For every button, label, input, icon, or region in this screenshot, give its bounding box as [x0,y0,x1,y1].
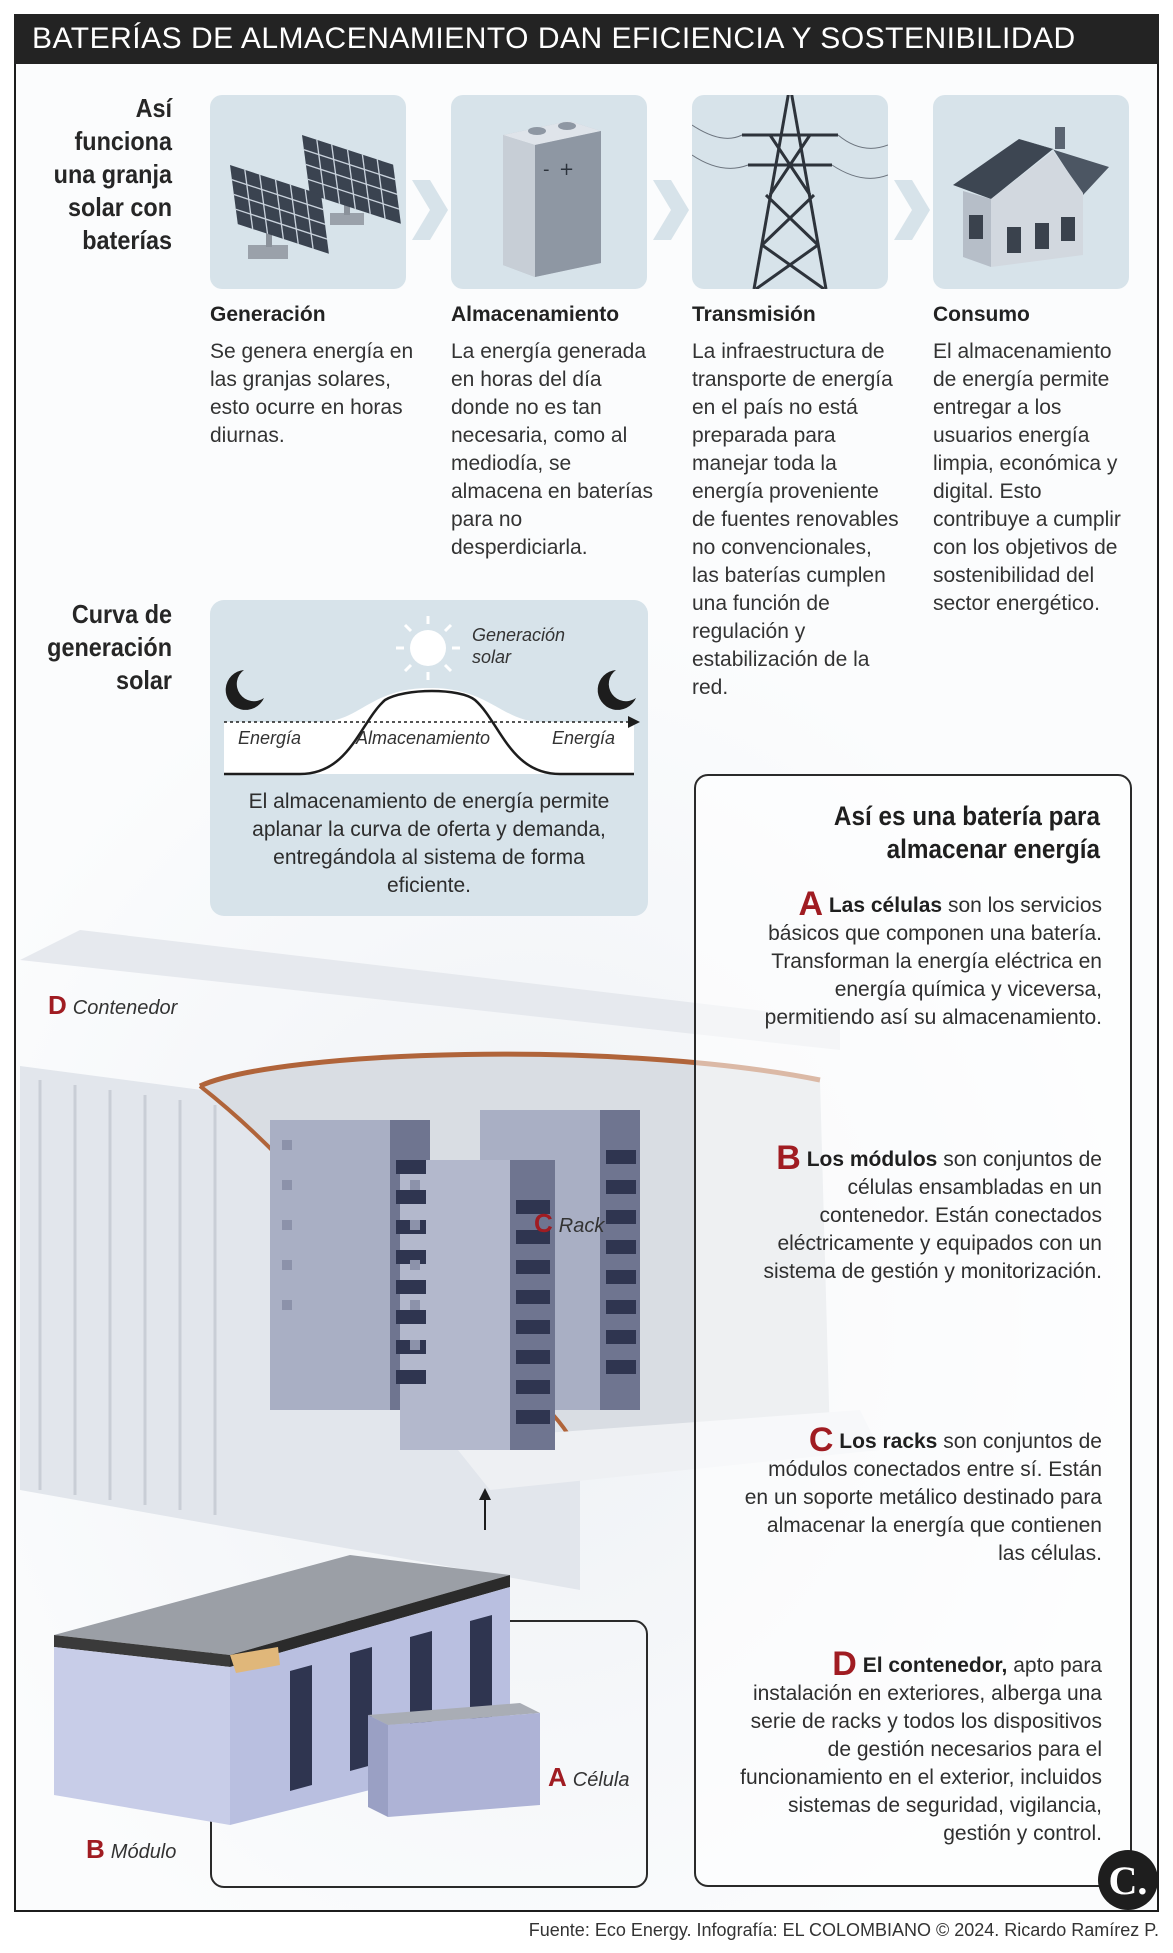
rack-tag [534,1208,604,1239]
definition-text: apto para instalación en exteriores, alberga una serie de racks y todos los dispositivos de gestión necesarios para el funcionamiento en el exterior, incluidos sistemas de seguridad, vigilancia, gestión y control. [740,1654,1102,1845]
arrow-right-icon [894,180,930,240]
step-title: Almacenamiento [451,303,620,326]
svg-text:-: - [543,159,550,180]
sun-icon [396,616,460,680]
moon-icon [226,670,264,710]
definition-text: son conjuntos de células ensambladas en un contenedor. Están conectados eléctricamente y equipados con un sistema de gestión y monitorización. [763,1148,1102,1283]
step-title: Generación [210,303,326,326]
cell-tag-letter: A [548,1762,567,1792]
curve-note: El almacenamiento de energía permite aplanar la curva de oferta y demanda, entregándola al sistema de forma eficiente. [248,790,610,897]
page-title: BATERÍAS DE ALMACENAMIENTO DAN EFICIENCIA Y SOSTENIBILIDAD [14,14,1159,64]
module-tag [86,1834,176,1865]
module-illustration [50,1525,540,1855]
step-title: Transmisión [692,303,816,326]
arrow-right-icon [653,180,689,240]
transmission-tower-icon [692,95,888,289]
definition-letter: A [798,885,824,923]
container-tag-label: Contenedor [72,997,178,1019]
curve-title: Curva de generación solar [47,599,172,695]
step-description: La energía generada en horas del día donde no es tan necesaria, como al mediodía, se almacena en baterías para no desperdiciarla. [451,340,653,559]
container-tag-letter: D [48,990,67,1020]
definition-cells [740,885,1102,1032]
step-description: La infraestructura de transporte de energía en el país no está preparada para manejar toda la energía proveniente de fuentes renovables no convencionales, las baterías cumplen una función de regulación y estabilización de la red. [692,340,899,699]
battery-heading: Así es una batería para almacenar energía [833,801,1100,864]
definition-letter: D [832,1645,857,1683]
step-title: Consumo [933,303,1030,326]
definition-term: Las células [828,894,943,917]
sun-label: Generación solar [472,625,566,667]
module-tag-letter: B [86,1834,105,1864]
definition-term: El contenedor, [862,1654,1008,1677]
definition-racks [740,1421,1102,1568]
definition-text: son conjuntos de módulos conectados entre sí. Están en un soporte metálico destinado para almacenar la energía que contienen las células. [744,1430,1102,1565]
rack-tag-letter: C [534,1208,553,1238]
definition-term: Los módulos [806,1148,938,1171]
step-card-consumo [933,95,1129,289]
step-description: El almacenamiento de energía permite entregar a los usuarios energía limpia, económica y digital. Esto contribuye a cumplir con los objetivos de sostenibilidad del sector energético. [933,340,1121,615]
battery-icon [451,95,647,289]
definition-text: son los servicios básicos que componen una batería. Transforman la energía eléctrica en energía química y viceversa, permitiendo así su almacenamiento. [764,894,1102,1029]
arrow-right-icon [412,180,448,240]
definition-term: Los racks [839,1430,938,1453]
cell-tag [548,1762,629,1793]
definition-modules [740,1139,1102,1286]
container-tag [48,990,177,1021]
curve-label-middle: Almacenamiento [356,728,491,748]
step-card-transmision [692,95,888,289]
step-card-generacion [210,95,406,289]
process-title: Así funciona una granja solar con baterías [53,93,172,255]
module-tag-label: Módulo [110,1841,177,1863]
el-colombiano-logo: C. [1098,1850,1158,1910]
curve-label-right: Energía [552,728,616,748]
definition-container [740,1645,1102,1848]
step-card-almacenamiento [451,95,647,289]
step-description: Se genera energía en las granjas solares, esto ocurre en horas diurnas. [210,340,414,447]
definition-letter: B [776,1139,801,1177]
curve-label-left: Energía [238,728,302,748]
svg-text:+: + [559,159,575,180]
definition-letter: C [808,1421,834,1459]
moon-icon [598,670,636,710]
solar-panel-icon [210,95,406,289]
rack-tag-label: Rack [558,1215,605,1237]
source-credit: Fuente: Eco Energy. Infografía: EL COLOMBIANO © 2024. Ricardo Ramírez P. [528,1920,1159,1940]
cell-tag-label: Célula [572,1769,630,1791]
house-icon [933,95,1129,289]
